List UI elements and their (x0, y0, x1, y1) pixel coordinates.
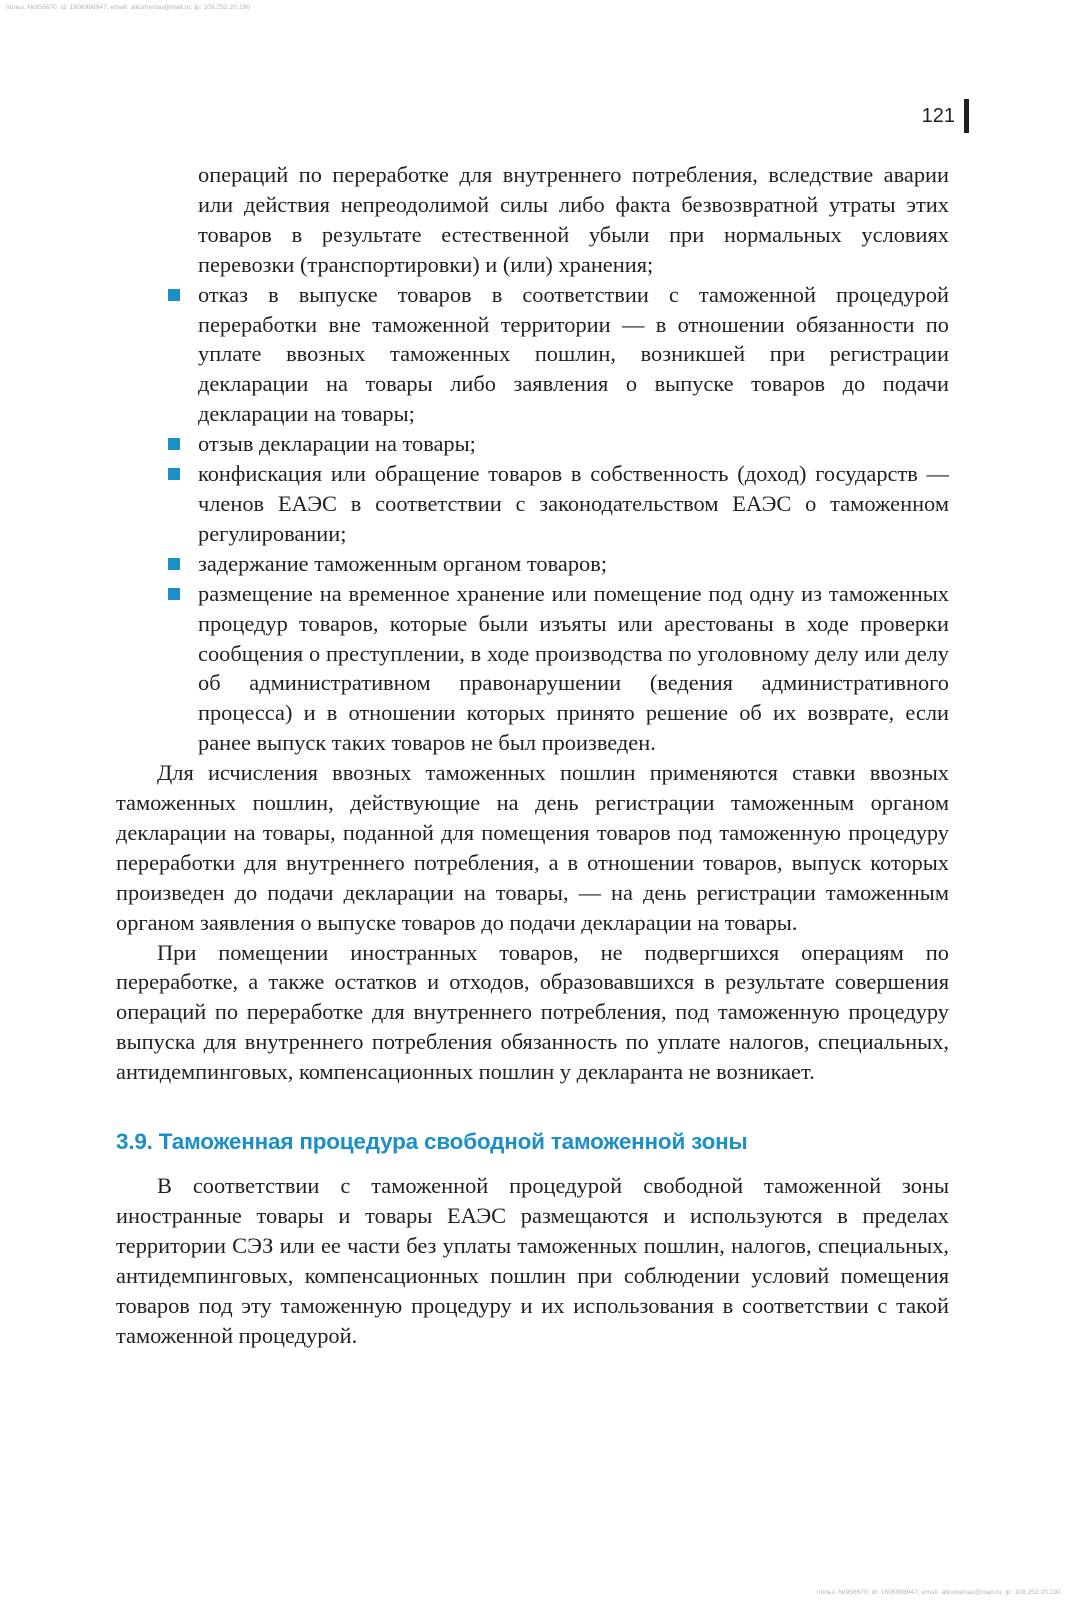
square-bullet-icon (168, 468, 180, 480)
bullet-item (116, 579, 949, 758)
page-number: 121 (921, 104, 955, 127)
bullet-item (116, 280, 949, 430)
bullet-text: отказ в выпуске товаров в соответствии с таможенной процедурой переработки вне таможенной территории — в отношении обязанности по уплате ввозных таможенных пошлин, возникшей при регистрации декларации на товары либо заявления о выпуске товаров до подачи декларации на товары; (198, 281, 949, 427)
page-number-block (922, 101, 969, 131)
square-bullet-icon (168, 558, 180, 570)
bullet-text: размещение на временное хранение или помещение под одну из таможенных процедур товаров, которые были изъяты или арестованы в ходе проверки сообщения о преступлении, в ходе производства по уголовному делу или делу об административном правонарушении (ведения административного процесса) и в отношении которых принято решение об их возврате, если ранее выпуск таких товаров не был произведен. (198, 580, 949, 756)
bullet-list (116, 280, 949, 759)
bullet-text: задержание таможенным органом товаров; (198, 550, 608, 576)
page-number-bar (964, 99, 969, 133)
body-paragraph: При помещении иностранных товаров, не подвергшихся операциям по переработке, а также остатков и отходов, образовавшихся в результате совершения операций по переработке для внутреннего потребления, под таможенную процедуру выпуска для внутреннего потребления обязанность по уплате налогов, специальных, антидемпинговых, компенсационных пошлин у декларанта не возникает. (116, 939, 949, 1085)
continuation-text: операций по переработке для внутреннего потребления, вследствие аварии или действия непреодолимой силы либо факта безвозвратной утраты этих товаров в результате естественной убыли при нормальных условиях перевозки (транспортировки) и (или) хранения; (198, 162, 949, 277)
bullet-text: отзыв декларации на товары; (198, 431, 476, 457)
body-paragraph: Для исчисления ввозных таможенных пошлин применяются ставки ввозных таможенных пошлин, действующие на день регистрации таможенным органом декларации на товары, поданной для помещения товаров под таможенную процедуру переработки для внутреннего потребления, а в отношении товаров, выпуск которых произведен до подачи декларации на товары, — на день регистрации таможенным органом заявления о выпуске товаров до подачи декларации на товары. (116, 760, 949, 935)
page-body (116, 160, 949, 1350)
watermark-top: польз. №956670; id: 1606998947; email: alkumertau@mail.ru; ip: 109.252.20.190 (6, 4, 251, 11)
square-bullet-icon (168, 588, 180, 600)
section-paragraph: В соответствии с таможенной процедурой свободной таможенной зоны иностранные товары и товары ЕАЭС размещаются и используются в пределах территории СЭЗ или ее части без уплаты таможенных пошлин, налогов, специальных, антидемпинговых, компенсационных пошлин при соблюдении условий помещения товаров под эту таможенную процедуру и их использования в соответствии с такой таможенной процедурой. (116, 1173, 949, 1348)
watermark-bottom: польз. №956670; id: 1606998947; email: alkumertau@mail.ru; ip: 109.252.20.190 (816, 1589, 1061, 1596)
square-bullet-icon (168, 438, 180, 450)
square-bullet-icon (168, 289, 180, 301)
bullet-item (116, 429, 949, 459)
section-heading: 3.9. Таможенная процедура свободной таможенной зоны (116, 1129, 748, 1155)
bullet-item (116, 549, 949, 579)
bullet-item (116, 459, 949, 549)
bullet-text: конфискация или обращение товаров в собственность (доход) государств — членов ЕАЭС в соответствии с законодательством ЕАЭС о таможенном регулировании; (198, 461, 949, 546)
